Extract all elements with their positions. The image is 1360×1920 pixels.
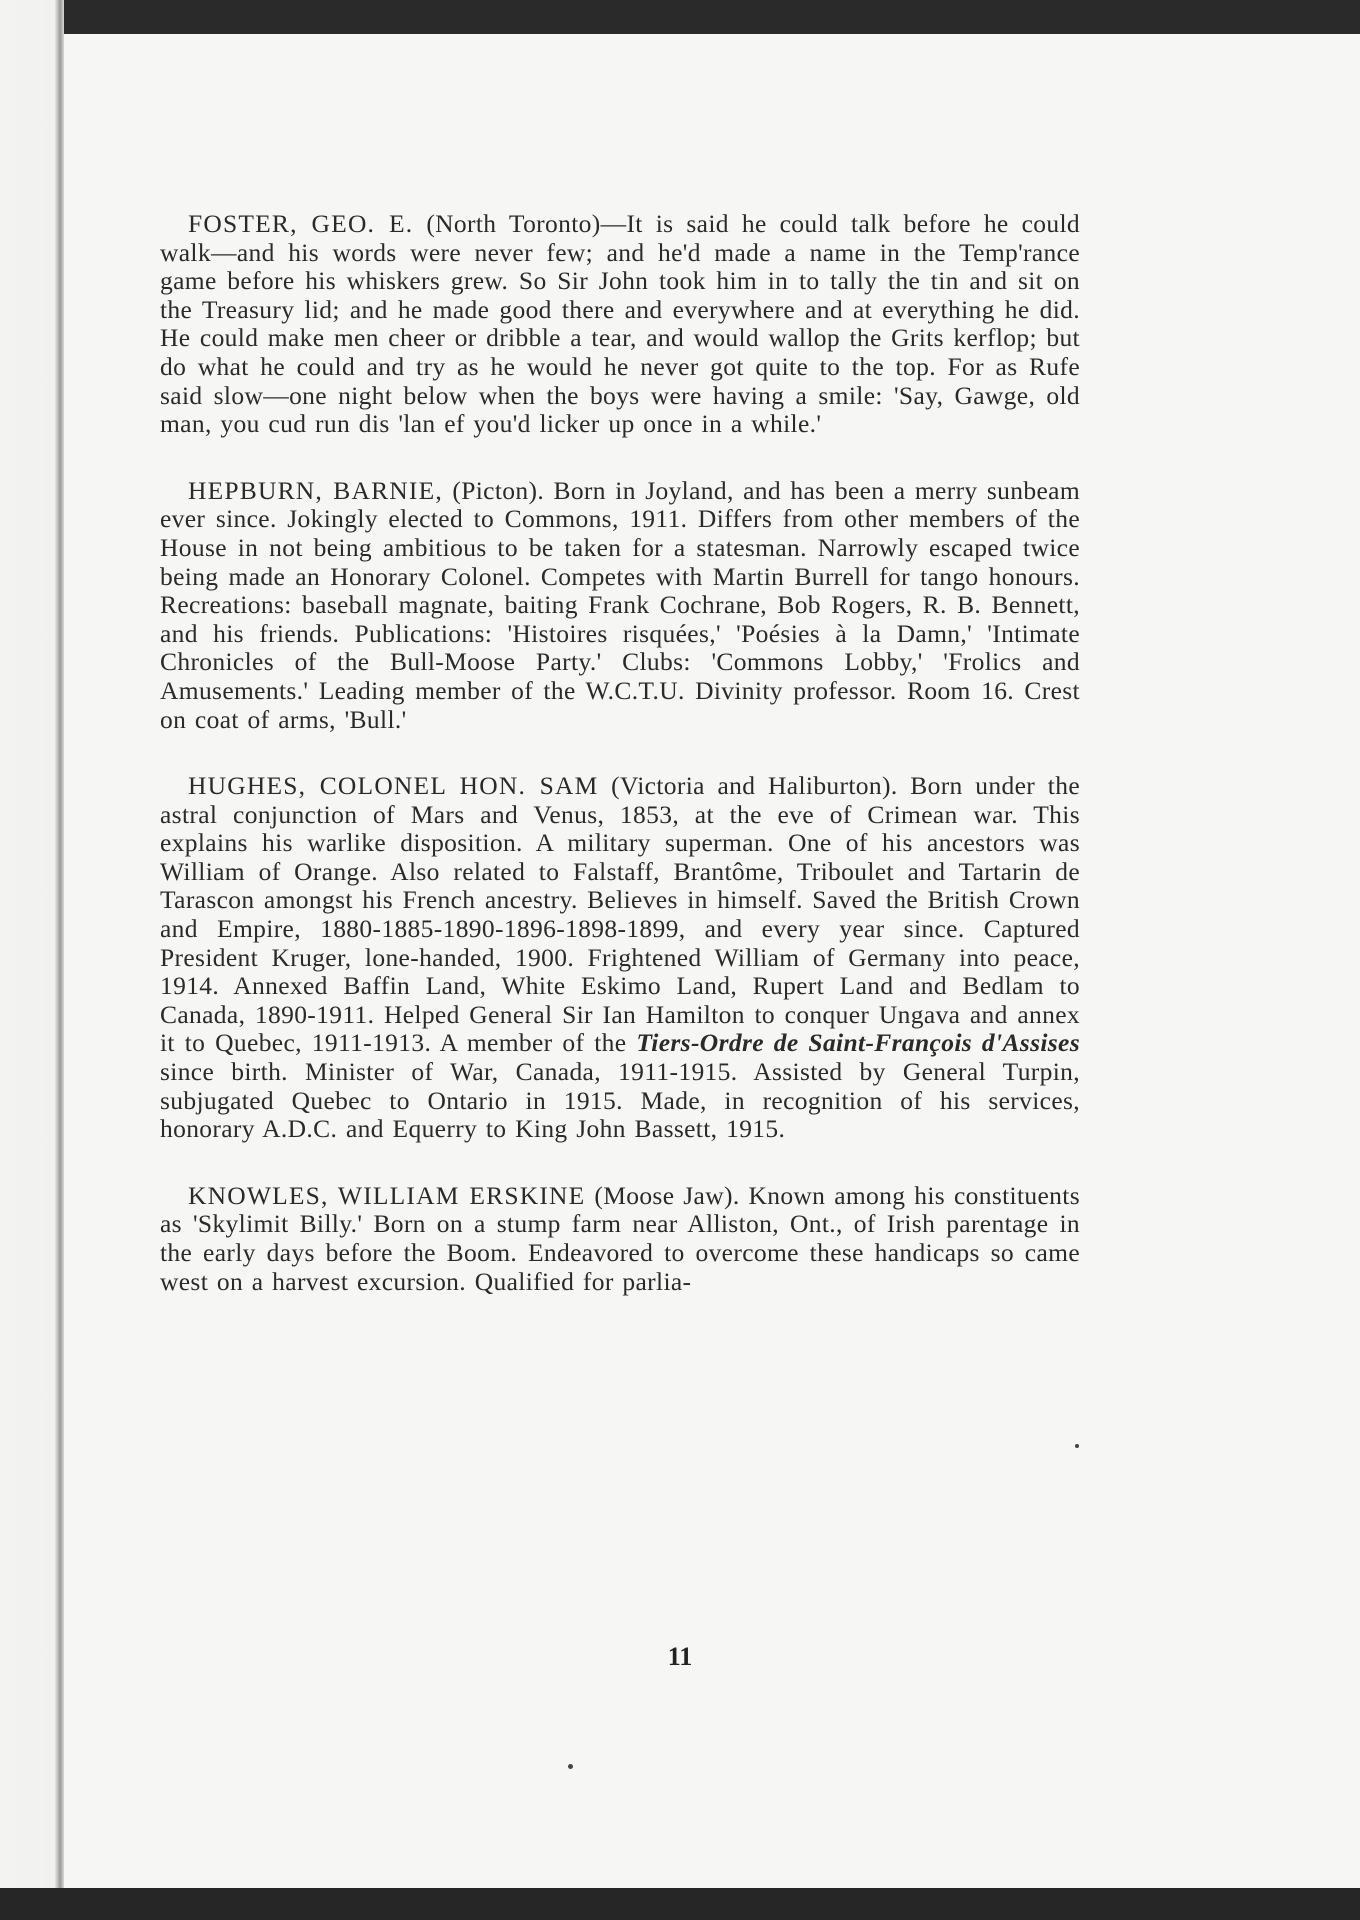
entry-hepburn xyxy=(160,477,1080,734)
entry-body: (North Toronto)—It is said he could talk before he could walk—and his words were never few; and he'd made a name in the Temp'rance game before his whiskers grew. So Sir John took him in to tally the tin and sit on the Treasury lid; and he made good there and everywhere and at everything he did. He could make men cheer or dribble a tear, and would wallop the Grits kerflop; but do what he could and try as he would he never got quite to the top. For as Rufe said slow—one night below when the boys were having a smile: 'Say, Gawge, old man, you cud run dis 'lan ef you'd licker up once in a while.' xyxy=(160,209,1080,439)
entry-heading: KNOWLES, WILLIAM ERSKINE xyxy=(188,1180,586,1210)
page-text xyxy=(160,210,1080,1334)
entry-body: (Picton). Born in Joyland, and has been a merry sunbeam ever since. Jokingly elected to Commons, 1911. Differs from other members of the House in not being ambitious to be taken for a statesman. Narrowly escaped twice being made an Honorary Colonel. Competes with Martin Burrell for tango honours. Recreations: baseball magnate, baiting Frank Cochrane, Bob Rogers, R. B. Bennett, and his friends. Publications: 'Histoires risquées,' 'Poésies à la Damn,' 'Intimate Chronicles of the Bull-Moose Party.' Clubs: 'Commons Lobby,' 'Frolics and Amusements.' Leading member of the W.C.T.U. Divinity professor. Room 16. Crest on coat of arms, 'Bull.' xyxy=(160,475,1081,734)
entry-body: (Moose Jaw). Known among his constituents as 'Skylimit Billy.' Born on a stump farm near Alliston, Ont., of Irish parentage in the early days before the Boom. Endeavored to overcome these handicaps so came west on a harvest excursion. Qualified for parlia- xyxy=(160,1180,1080,1296)
scan-speck xyxy=(1075,1444,1079,1448)
entry-foster xyxy=(160,210,1080,439)
scan-bottom-border xyxy=(0,1888,1360,1920)
entry-heading: HEPBURN, BARNIE, xyxy=(188,475,443,505)
entry-italic-phrase: Tiers-Ordre de Saint-François d'Assises xyxy=(636,1028,1080,1058)
entry-body: (Victoria and Haliburton). Born under the astral conjunction of Mars and Venus, 1853, at the eve of Crimean war. This explains his warlike disposition. A military superman. One of his ancestors was William of Orange. Also related to Falstaff, Brantôme, Triboulet and Tartarin de Tarascon amongst his French ancestry. Believes in himself. Saved the British Crown and Empire, 1880-1885-1890-1896-1898-1899, and every year since. Captured President Kruger, lone-handed, 1900. Frightened William of Germany into peace, 1914. Annexed Baffin Land, White Eskimo Land, Rupert Land and Bedlam to Canada, 1890-1911. Helped General Sir Ian Hamilton to conquer Ungava and annex it to Quebec, 1911-1913. A member of the xyxy=(160,771,1080,1058)
entry-hughes xyxy=(160,772,1080,1144)
scan-speck xyxy=(568,1764,573,1769)
entry-body-continued: since birth. Minister of War, Canada, 1911-1915. Assisted by General Turpin, subjugated Quebec to Ontario in 1915. Made, in recognition of his services, honorary A.D.C. and Equerry to King John Bassett, 1915. xyxy=(160,1057,1080,1144)
entry-heading: HUGHES, COLONEL HON. SAM xyxy=(188,771,599,801)
entry-heading: FOSTER, GEO. E. xyxy=(188,209,414,238)
page-number: 11 xyxy=(667,1642,693,1671)
book-binding-edge xyxy=(0,0,64,1920)
entry-knowles xyxy=(160,1182,1080,1296)
